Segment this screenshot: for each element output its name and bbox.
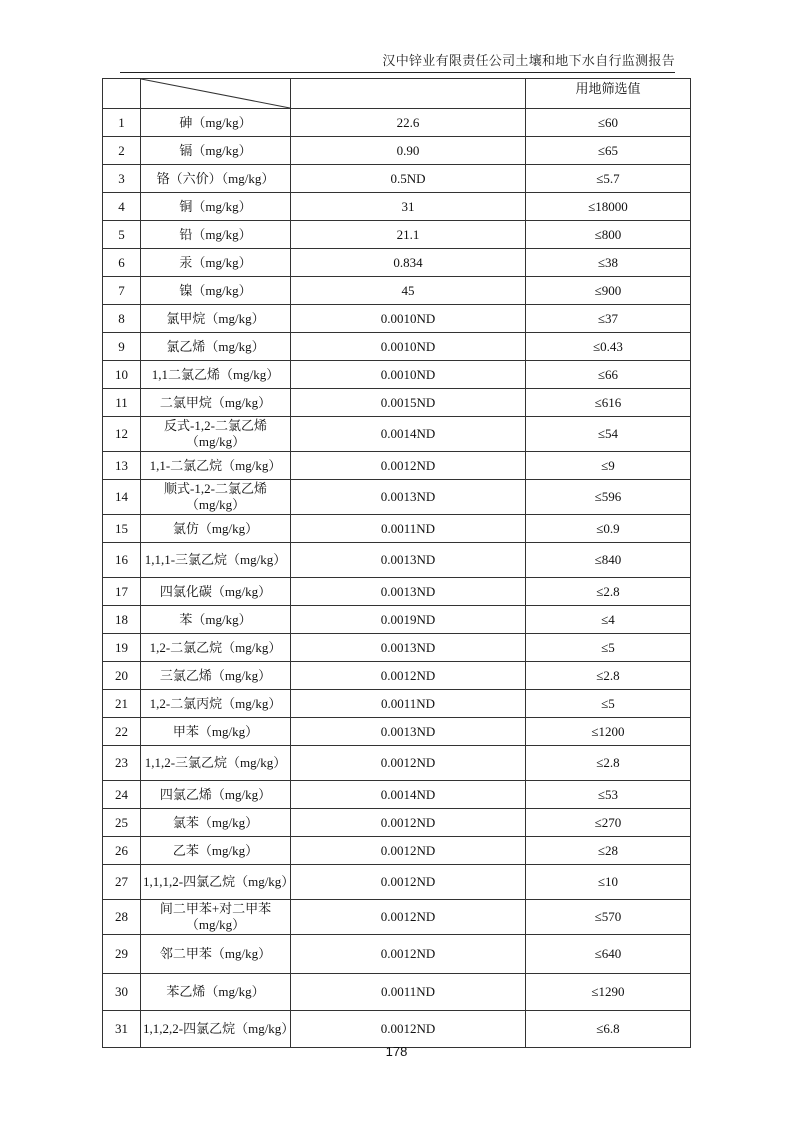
cell-limit: ≤9 (526, 452, 691, 480)
cell-item: 二氯甲烷（mg/kg） (141, 389, 291, 417)
cell-item: 氯乙烯（mg/kg） (141, 333, 291, 361)
cell-item: 1,1,1-三氯乙烷（mg/kg） (141, 543, 291, 578)
cell-value: 0.0010ND (291, 305, 526, 333)
cell-no: 2 (103, 137, 141, 165)
table-row (103, 900, 691, 935)
cell-no: 14 (103, 480, 141, 515)
cell-item: 镍（mg/kg） (141, 277, 291, 305)
cell-value: 0.0010ND (291, 333, 526, 361)
cell-item: 镉（mg/kg） (141, 137, 291, 165)
cell-item: 间二甲苯+对二甲苯（mg/kg） (141, 900, 291, 935)
cell-value: 0.0010ND (291, 361, 526, 389)
cell-no: 31 (103, 1011, 141, 1048)
cell-limit: ≤60 (526, 109, 691, 137)
cell-limit: ≤37 (526, 305, 691, 333)
table-row (103, 543, 691, 578)
report-header-title: 汉中锌业有限责任公司土壤和地下水自行监测报告 (382, 53, 675, 68)
cell-item: 四氯乙烯（mg/kg） (141, 781, 291, 809)
cell-item: 铅（mg/kg） (141, 221, 291, 249)
cell-no: 7 (103, 277, 141, 305)
cell-no: 19 (103, 634, 141, 662)
cell-item: 顺式-1,2-二氯乙烯（mg/kg） (141, 480, 291, 515)
cell-item: 1,2-二氯乙烷（mg/kg） (141, 634, 291, 662)
cell-value: 0.0012ND (291, 900, 526, 935)
cell-no: 4 (103, 193, 141, 221)
cell-item: 汞（mg/kg） (141, 249, 291, 277)
cell-value: 21.1 (291, 221, 526, 249)
cell-item: 四氯化碳（mg/kg） (141, 578, 291, 606)
cell-value: 0.0012ND (291, 452, 526, 480)
table-row (103, 361, 691, 389)
table-row (103, 515, 691, 543)
table-row (103, 935, 691, 974)
cell-limit: ≤840 (526, 543, 691, 578)
screening-value-table (102, 78, 691, 1048)
cell-value: 0.0012ND (291, 935, 526, 974)
table-row (103, 718, 691, 746)
cell-value: 0.5ND (291, 165, 526, 193)
cell-value: 0.0014ND (291, 781, 526, 809)
table-row (103, 809, 691, 837)
cell-limit: ≤53 (526, 781, 691, 809)
table-row (103, 221, 691, 249)
table-row (103, 137, 691, 165)
cell-item: 1,1,2-三氯乙烷（mg/kg） (141, 746, 291, 781)
cell-item: 乙苯（mg/kg） (141, 837, 291, 865)
cell-item: 1,1,1,2-四氯乙烷（mg/kg） (141, 865, 291, 900)
cell-no: 12 (103, 417, 141, 452)
cell-item: 氯苯（mg/kg） (141, 809, 291, 837)
cell-limit: ≤10 (526, 865, 691, 900)
table-row (103, 1011, 691, 1048)
header-cell-screening-value: 用地筛选值 (526, 79, 691, 109)
table-row (103, 305, 691, 333)
cell-limit: ≤640 (526, 935, 691, 974)
table-row (103, 634, 691, 662)
table-row (103, 333, 691, 361)
cell-limit: ≤2.8 (526, 746, 691, 781)
cell-value: 0.0013ND (291, 634, 526, 662)
cell-item: 邻二甲苯（mg/kg） (141, 935, 291, 974)
cell-value: 0.0011ND (291, 690, 526, 718)
cell-value: 0.0015ND (291, 389, 526, 417)
cell-item: 反式-1,2-二氯乙烯（mg/kg） (141, 417, 291, 452)
cell-no: 29 (103, 935, 141, 974)
cell-no: 20 (103, 662, 141, 690)
table-row (103, 277, 691, 305)
table-row (103, 578, 691, 606)
cell-item: 砷（mg/kg） (141, 109, 291, 137)
cell-value: 0.0012ND (291, 746, 526, 781)
cell-value: 0.834 (291, 249, 526, 277)
cell-no: 18 (103, 606, 141, 634)
table-row (103, 109, 691, 137)
cell-no: 17 (103, 578, 141, 606)
cell-no: 1 (103, 109, 141, 137)
cell-value: 0.0012ND (291, 809, 526, 837)
header-cell-index (103, 79, 141, 109)
cell-no: 24 (103, 781, 141, 809)
cell-limit: ≤54 (526, 417, 691, 452)
cell-item: 1,1,2,2-四氯乙烷（mg/kg） (141, 1011, 291, 1048)
cell-limit: ≤616 (526, 389, 691, 417)
cell-no: 25 (103, 809, 141, 837)
cell-item: 苯乙烯（mg/kg） (141, 974, 291, 1011)
cell-item: 三氯乙烯（mg/kg） (141, 662, 291, 690)
cell-item: 1,1二氯乙烯（mg/kg） (141, 361, 291, 389)
cell-value: 31 (291, 193, 526, 221)
table-row (103, 781, 691, 809)
cell-limit: ≤0.9 (526, 515, 691, 543)
cell-item: 甲苯（mg/kg） (141, 718, 291, 746)
cell-item: 1,2-二氯丙烷（mg/kg） (141, 690, 291, 718)
cell-no: 8 (103, 305, 141, 333)
header-cell-value (291, 79, 526, 109)
cell-value: 0.0019ND (291, 606, 526, 634)
cell-limit: ≤5 (526, 634, 691, 662)
cell-value: 0.0014ND (291, 417, 526, 452)
cell-no: 15 (103, 515, 141, 543)
cell-value: 0.0011ND (291, 515, 526, 543)
cell-limit: ≤2.8 (526, 662, 691, 690)
cell-no: 28 (103, 900, 141, 935)
table-row (103, 480, 691, 515)
cell-no: 5 (103, 221, 141, 249)
cell-no: 6 (103, 249, 141, 277)
table-row (103, 165, 691, 193)
cell-limit: ≤900 (526, 277, 691, 305)
table-header-row (103, 79, 691, 109)
cell-limit: ≤800 (526, 221, 691, 249)
cell-item: 氯仿（mg/kg） (141, 515, 291, 543)
diagonal-line (141, 79, 290, 108)
cell-limit: ≤65 (526, 137, 691, 165)
cell-item: 苯（mg/kg） (141, 606, 291, 634)
table-row (103, 746, 691, 781)
cell-no: 16 (103, 543, 141, 578)
cell-limit: ≤2.8 (526, 578, 691, 606)
cell-value: 0.0012ND (291, 1011, 526, 1048)
cell-limit: ≤0.43 (526, 333, 691, 361)
cell-no: 22 (103, 718, 141, 746)
cell-limit: ≤4 (526, 606, 691, 634)
cell-no: 27 (103, 865, 141, 900)
cell-no: 11 (103, 389, 141, 417)
cell-no: 10 (103, 361, 141, 389)
table-row (103, 690, 691, 718)
cell-limit: ≤38 (526, 249, 691, 277)
cell-value: 0.0012ND (291, 837, 526, 865)
table-row (103, 389, 691, 417)
cell-item: 铜（mg/kg） (141, 193, 291, 221)
table-row (103, 417, 691, 452)
cell-no: 3 (103, 165, 141, 193)
cell-no: 13 (103, 452, 141, 480)
table-row (103, 249, 691, 277)
cell-value: 0.0013ND (291, 480, 526, 515)
cell-item: 1,1-二氯乙烷（mg/kg） (141, 452, 291, 480)
table-row (103, 193, 691, 221)
cell-value: 0.0012ND (291, 662, 526, 690)
cell-limit: ≤1290 (526, 974, 691, 1011)
table-row (103, 865, 691, 900)
cell-limit: ≤5.7 (526, 165, 691, 193)
cell-no: 26 (103, 837, 141, 865)
cell-limit: ≤596 (526, 480, 691, 515)
cell-value: 22.6 (291, 109, 526, 137)
cell-value: 0.90 (291, 137, 526, 165)
cell-no: 23 (103, 746, 141, 781)
cell-item: 铬（六价）（mg/kg） (141, 165, 291, 193)
cell-limit: ≤6.8 (526, 1011, 691, 1048)
cell-limit: ≤66 (526, 361, 691, 389)
cell-value: 0.0012ND (291, 865, 526, 900)
cell-limit: ≤18000 (526, 193, 691, 221)
table-row (103, 606, 691, 634)
cell-no: 21 (103, 690, 141, 718)
cell-item: 氯甲烷（mg/kg） (141, 305, 291, 333)
table-row (103, 452, 691, 480)
cell-limit: ≤28 (526, 837, 691, 865)
cell-limit: ≤570 (526, 900, 691, 935)
table-row (103, 974, 691, 1011)
table-row (103, 837, 691, 865)
cell-value: 45 (291, 277, 526, 305)
cell-limit: ≤5 (526, 690, 691, 718)
cell-value: 0.0013ND (291, 578, 526, 606)
table-row (103, 662, 691, 690)
page-number: 178 (385, 1044, 408, 1059)
cell-limit: ≤270 (526, 809, 691, 837)
cell-value: 0.0011ND (291, 974, 526, 1011)
cell-value: 0.0013ND (291, 543, 526, 578)
cell-limit: ≤1200 (526, 718, 691, 746)
cell-no: 9 (103, 333, 141, 361)
cell-value: 0.0013ND (291, 718, 526, 746)
cell-no: 30 (103, 974, 141, 1011)
header-diagonal-cell (141, 79, 291, 109)
header-rule (120, 72, 675, 73)
